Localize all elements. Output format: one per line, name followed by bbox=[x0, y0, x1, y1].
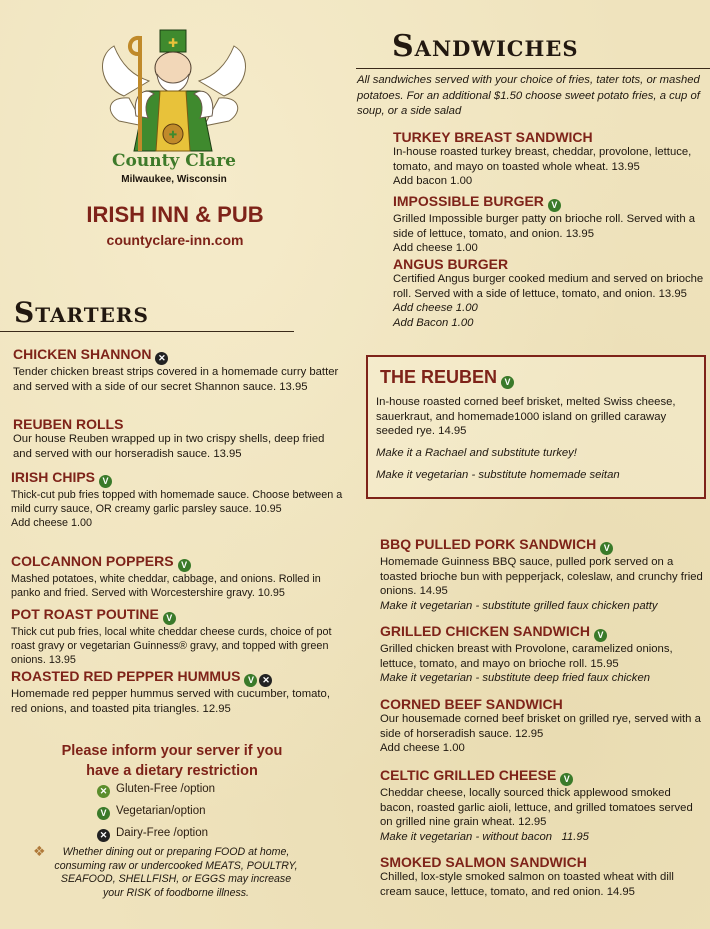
vegetarian-icon: V bbox=[163, 612, 176, 625]
item-name: ROASTED RED PEPPER HUMMUS bbox=[11, 668, 241, 684]
item-desc: Thick-cut pub fries topped with homemade sauce. Choose between a mild curry sauce, OR creamy garlic parsley sauce. 10.95 bbox=[11, 489, 343, 515]
sandwich-grilled-chicken bbox=[380, 623, 705, 686]
item-note: Make it vegetarian - without bacon 11.95 bbox=[380, 830, 589, 843]
starter-chicken-shannon bbox=[13, 346, 345, 394]
legend-vegetarian bbox=[97, 805, 297, 827]
sandwich-celtic-grilled-cheese bbox=[380, 767, 705, 844]
item-desc: Grilled Impossible burger patty on brioche roll. Served with a side of lettuce, tomato, and onion. 13.95 bbox=[393, 213, 696, 240]
sandwich-turkey bbox=[393, 129, 705, 189]
saint-patrick-logo bbox=[94, 26, 254, 161]
dietary-heading-line1: Please inform your server if you bbox=[61, 743, 283, 759]
dairy-free-icon: ✕ bbox=[155, 352, 168, 365]
vegetarian-icon: V bbox=[560, 773, 573, 786]
starter-red-pepper-hummus bbox=[11, 668, 345, 716]
sandwich-smoked-salmon bbox=[380, 854, 705, 899]
legend-label: Gluten-Free /option bbox=[116, 783, 216, 795]
vegetarian-icon: V bbox=[99, 475, 112, 488]
reuben-note-vegetarian: Make it vegetarian - substitute homemade seitan bbox=[376, 469, 620, 481]
item-name: IMPOSSIBLE BURGER bbox=[393, 193, 544, 209]
legend-gluten-free bbox=[97, 783, 297, 805]
brand-location: Milwaukee, Wisconsin bbox=[121, 174, 227, 185]
sandwiches-intro: All sandwiches served with your choice of fries, tater tots, or mashed potatoes. For an additional $1.50 choose sweet potato fries, a cup of soup, or a side salad bbox=[357, 74, 700, 117]
svg-text:✚: ✚ bbox=[168, 130, 178, 141]
starter-reuben-rolls bbox=[13, 416, 345, 461]
item-desc: Our house Reuben wrapped up in two crispy shells, deep fried and served with our horseradish sauce. 13.95 bbox=[13, 433, 325, 460]
item-name: REUBEN ROLLS bbox=[13, 416, 124, 432]
dairy-free-icon: ✕ bbox=[97, 829, 110, 842]
sandwich-angus bbox=[393, 256, 705, 330]
item-desc: Chilled, lox-style smoked salmon on toasted wheat with dill cream sauce, lettuce, tomato, and red onion. 14.95 bbox=[380, 871, 674, 898]
celtic-knot-icon: ❖ bbox=[33, 844, 46, 860]
item-note: Make it vegetarian - substitute grilled faux chicken patty bbox=[380, 599, 658, 612]
sandwiches-heading: Sandwiches bbox=[392, 29, 579, 64]
brand-tagline: IRISH INN & PUB bbox=[86, 202, 264, 227]
vegetarian-icon: V bbox=[244, 674, 257, 687]
vegetarian-icon: V bbox=[501, 376, 514, 389]
item-desc: Mashed potatoes, white cheddar, cabbage, and onions. Rolled in panko and fried. Served with Worcestershire gravy. 10.95 bbox=[11, 573, 321, 599]
item-extra: Add bacon 1.00 bbox=[393, 175, 473, 188]
reuben-title: THE REUBEN bbox=[380, 367, 498, 387]
legend-label: Vegetarian/option bbox=[116, 805, 206, 817]
item-name: CHICKEN SHANNON bbox=[13, 346, 152, 362]
item-extra: Add cheese 1.00 bbox=[393, 242, 478, 255]
starter-pot-roast-poutine bbox=[11, 606, 345, 667]
reuben-feature-box bbox=[366, 355, 706, 499]
sandwich-bbq-pork bbox=[380, 536, 705, 613]
item-name: BBQ PULLED PORK SANDWICH bbox=[380, 536, 597, 552]
item-desc: Homemade Guinness BBQ sauce, pulled pork served on a toasted brioche bun with pepperjack, coleslaw, and crunchy fried onions. 14.95 bbox=[380, 556, 703, 598]
sandwich-impossible bbox=[393, 193, 705, 256]
item-name: POT ROAST POUTINE bbox=[11, 606, 159, 622]
item-desc: Our housemade corned beef brisket on grilled rye, served with a side of horseradish sauce. 12.95 bbox=[380, 713, 701, 740]
starter-irish-chips bbox=[11, 469, 345, 531]
vegetarian-icon: V bbox=[594, 629, 607, 642]
item-name: CELTIC GRILLED CHEESE bbox=[380, 767, 557, 783]
item-name: ANGUS BURGER bbox=[393, 256, 509, 272]
item-name: TURKEY BREAST SANDWICH bbox=[393, 129, 593, 145]
vegetarian-icon: V bbox=[548, 199, 561, 212]
dietary-heading-line2: have a dietary restriction bbox=[86, 763, 258, 779]
starters-heading-rule bbox=[0, 331, 294, 332]
starter-colcannon-poppers bbox=[11, 553, 345, 600]
item-note: Add cheese 1.00 bbox=[380, 742, 465, 755]
reuben-note-rachael: Make it a Rachael and substitute turkey! bbox=[376, 447, 577, 459]
starters-heading: Starters bbox=[14, 296, 149, 329]
item-name: CORNED BEEF SANDWICH bbox=[380, 696, 563, 712]
brand-name: County Clare bbox=[111, 151, 236, 171]
item-name: COLCANNON POPPERS bbox=[11, 553, 174, 569]
item-desc: In-house roasted turkey breast, cheddar, provolone, lettuce, tomato, and mayo on toasted whole wheat. 13.95 bbox=[393, 146, 692, 173]
item-desc: Certified Angus burger cooked medium and served on brioche roll. Served with a side of lettuce, tomato, and onion. 13.95 bbox=[393, 273, 704, 300]
vegetarian-icon: V bbox=[178, 559, 191, 572]
item-name: SMOKED SALMON SANDWICH bbox=[380, 854, 587, 870]
food-safety-warning: Whether dining out or preparing FOOD at home, consuming raw or undercooked MEATS, POULTRY, SEAFOOD, SHELLFISH, or EGGS may increase your RISK of foodborne illness. bbox=[54, 846, 298, 899]
gluten-free-icon: ✕ bbox=[97, 785, 110, 798]
item-name: GRILLED CHICKEN SANDWICH bbox=[380, 623, 590, 639]
item-desc: Tender chicken breast strips covered in a homemade curry batter and served with a side of our secret Shannon sauce. 13.95 bbox=[13, 366, 339, 393]
vegetarian-icon: V bbox=[600, 542, 613, 555]
item-desc: Thick cut pub fries, local white cheddar cheese curds, choice of pot roast gravy or vegetarian Guinness® gravy, and topped with green onions. 13.95 bbox=[11, 626, 332, 666]
item-name: IRISH CHIPS bbox=[11, 469, 96, 485]
svg-text:✚: ✚ bbox=[167, 36, 179, 50]
item-note: Make it vegetarian - substitute deep fried faux chicken bbox=[380, 672, 651, 685]
item-extra: Add Bacon 1.00 bbox=[393, 316, 474, 329]
item-extra: Add cheese 1.00 bbox=[11, 517, 93, 529]
dietary-legend bbox=[97, 783, 297, 849]
item-desc: Cheddar cheese, locally sourced thick applewood smoked bacon, roasted garlic aioli, lettuce, and grilled tomatoes served on grilled nine grain wheat. 12.95 bbox=[380, 787, 693, 829]
sandwiches-heading-rule bbox=[356, 68, 710, 69]
reuben-desc: In-house roasted corned beef brisket, melted Swiss cheese, sauerkraut, and homemade1000 island on grilled caraway seeded rye. 14.95 bbox=[376, 396, 676, 438]
item-extra: Add cheese 1.00 bbox=[393, 302, 478, 315]
brand-website[interactable]: countyclare-inn.com bbox=[106, 232, 244, 248]
vegetarian-icon: V bbox=[97, 807, 110, 820]
legend-label: Dairy-Free /option bbox=[116, 827, 209, 839]
dairy-free-icon: ✕ bbox=[259, 674, 272, 687]
dietary-heading bbox=[20, 741, 324, 781]
sandwich-corned-beef bbox=[380, 696, 705, 756]
item-desc: Homemade red pepper hummus served with cucumber, tomato, red onions, and toasted pita triangles. 12.95 bbox=[11, 688, 330, 715]
item-desc: Grilled chicken breast with Provolone, caramelized onions, lettuce, tomato, and mayo on brioche roll. 15.95 bbox=[380, 643, 673, 670]
